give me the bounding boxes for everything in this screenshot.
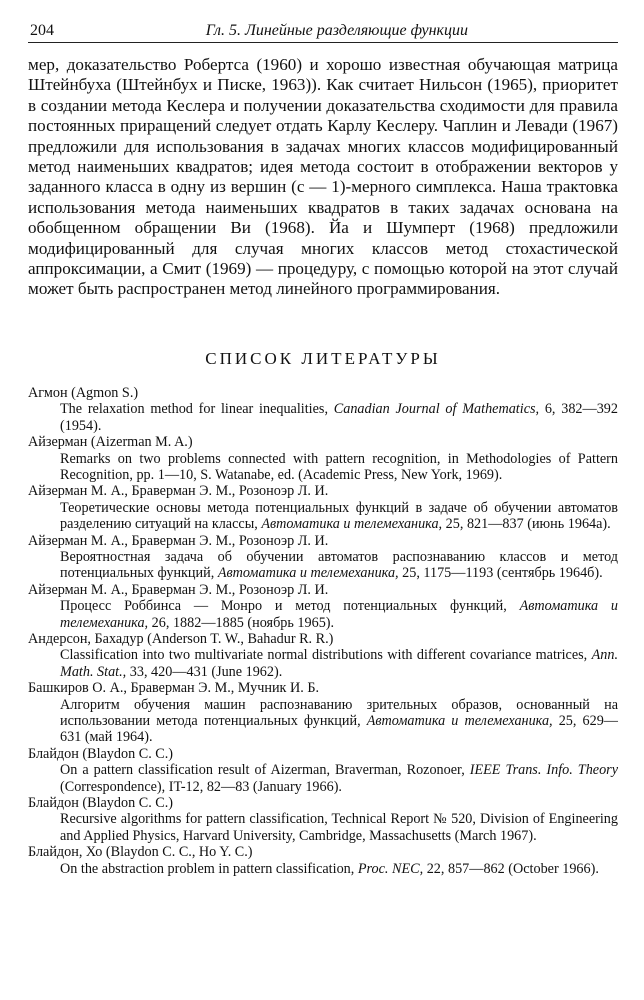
reference-item	[28, 746, 618, 795]
reference-item	[28, 795, 618, 844]
reference-source: Proc. NEC,	[357, 860, 424, 877]
reference-text: On a pattern classification result of Aizerman, Braverman, Rozonoer, IEEE Trans. Info. Theory (Correspondence), IT-12, 82—83 (January 1966).	[60, 762, 618, 795]
reference-author: Башкиров О. А., Браверман Э. М., Мучник И. Б.	[28, 680, 320, 697]
reference-text: Вероятностная задача об обучении автоматов распознаванию классов и метод потенциальных функций, Автоматика и телемеханика, 25, 1175—1193 (сентябрь 1964б).	[60, 548, 618, 582]
reference-text: On the abstraction problem in pattern classification, Proc. NEC, 22, 857—862 (October 1966).	[60, 860, 599, 877]
reference-author: Айзерман М. А., Браверман Э. М., Розоноэр Л. И.	[28, 483, 329, 500]
reference-item	[28, 631, 618, 680]
reference-source: Автоматика и телемеханика,	[217, 565, 399, 582]
reference-author: Айзерман М. А., Браверман Э. М., Розоноэр Л. И.	[28, 532, 329, 549]
reference-source: Автоматика и телемеханика,	[261, 516, 443, 533]
reference-author: Блайдон (Blaydon C. C.)	[28, 795, 174, 812]
reference-source: Автоматика и телемеханика,	[366, 713, 553, 729]
reference-author: Андерсон, Бахадур (Anderson T. W., Bahadur R. R.)	[28, 630, 334, 647]
reference-item	[28, 434, 618, 483]
reference-author: Блайдон (Blaydon C. C.)	[28, 745, 174, 762]
reference-source: Canadian Journal of Mathematics,	[333, 401, 540, 418]
reference-item	[28, 582, 618, 631]
reference-text: Recursive algorithms for pattern classification, Technical Report № 520, Division of Engineering and Applied Physics, Harvard University, Cambridge, Massachusetts (March 1967).	[60, 811, 618, 844]
reference-text: Remarks on two problems connected with pattern recognition, in Methodologies of Pattern Recognition, pp. 1—10, S. Watanabe, ed. (Academic Press, New York, 1969).	[60, 450, 618, 483]
reference-item	[28, 385, 618, 434]
reference-author: Агмон (Agmon S.)	[28, 384, 139, 401]
reference-text: Алгоритм обучения машин распознаванию зрительных образов, основанный на использовании метода потенциальных функций, Автоматика и телемеханика, 25, 629—631 (май 1964).	[60, 696, 618, 746]
reference-author: Айзерман (Aizerman M. A.)	[28, 434, 193, 451]
reference-item	[28, 680, 618, 746]
page-header	[28, 22, 618, 43]
running-head: Гл. 5. Линейные разделяющие функции	[205, 22, 468, 39]
reference-source: IEEE Trans. Info. Theory	[469, 762, 618, 779]
reference-item	[28, 533, 618, 582]
reference-text: Процесс Роббинса — Монро и метод потенциальных функций, Автоматика и телемеханика, 26, 1882—1885 (ноябрь 1965).	[60, 598, 618, 631]
reference-text: The relaxation method for linear inequalities, Canadian Journal of Mathematics, 6, 382—392 (1954).	[60, 401, 618, 434]
reference-author: Айзерман М. А., Браверман Э. М., Розоноэр Л. И.	[28, 581, 329, 598]
reference-item	[28, 844, 618, 877]
book-page	[28, 22, 618, 877]
reference-item	[28, 483, 618, 532]
reference-source: Автоматика и телемеханика,	[60, 598, 618, 631]
references-list	[28, 385, 618, 877]
body-paragraph: мер, доказательство Робертса (1960) и хорошо известная обучающая матрица Штейнбуха (Штейнбух и Писке, 1963)). Как считает Нильсон (1965), приоритет в создании метода Кеслера и получении доказательства сходимости для правила постоянных приращений следует отдать Карлу Кеслеру. Чаплин и Левади (1967) предложили для использования в задачах многих классов модифицированный метод наименьших квадратов; идея метода состоит в отображении векторов y заданного класса в одну из вершин (c — 1)-мерного симплекса. Наша трактовка использования метода наименьших квадратов в таких задачах основана на обобщенном обращении Ви (1968). Йа и Шумперт (1968) предложили модифицированный для случая многих классов метод стохастической аппроксимации, а Смит (1969) — процедуру, с помощью которой на этот случай может быть распространен метод линейного программирования.	[28, 55, 618, 299]
reference-text: Classification into two multivariate normal distributions with different covariance matrices, Ann. Math. Stat., 33, 420—431 (June 1962).	[60, 647, 618, 680]
reference-author: Блайдон, Хо (Blaydon C. C., Ho Y. C.)	[28, 844, 253, 861]
references-title: СПИСОК ЛИТЕРАТУРЫ	[205, 348, 441, 368]
page-number: 204	[30, 22, 54, 39]
reference-text: Теоретические основы метода потенциальных функций в задаче об обучении автоматов разделению ситуаций на классы, Автоматика и телемеханика, 25, 821—837 (июнь 1964а).	[60, 499, 618, 533]
reference-source: Ann. Math. Stat.,	[60, 647, 618, 680]
